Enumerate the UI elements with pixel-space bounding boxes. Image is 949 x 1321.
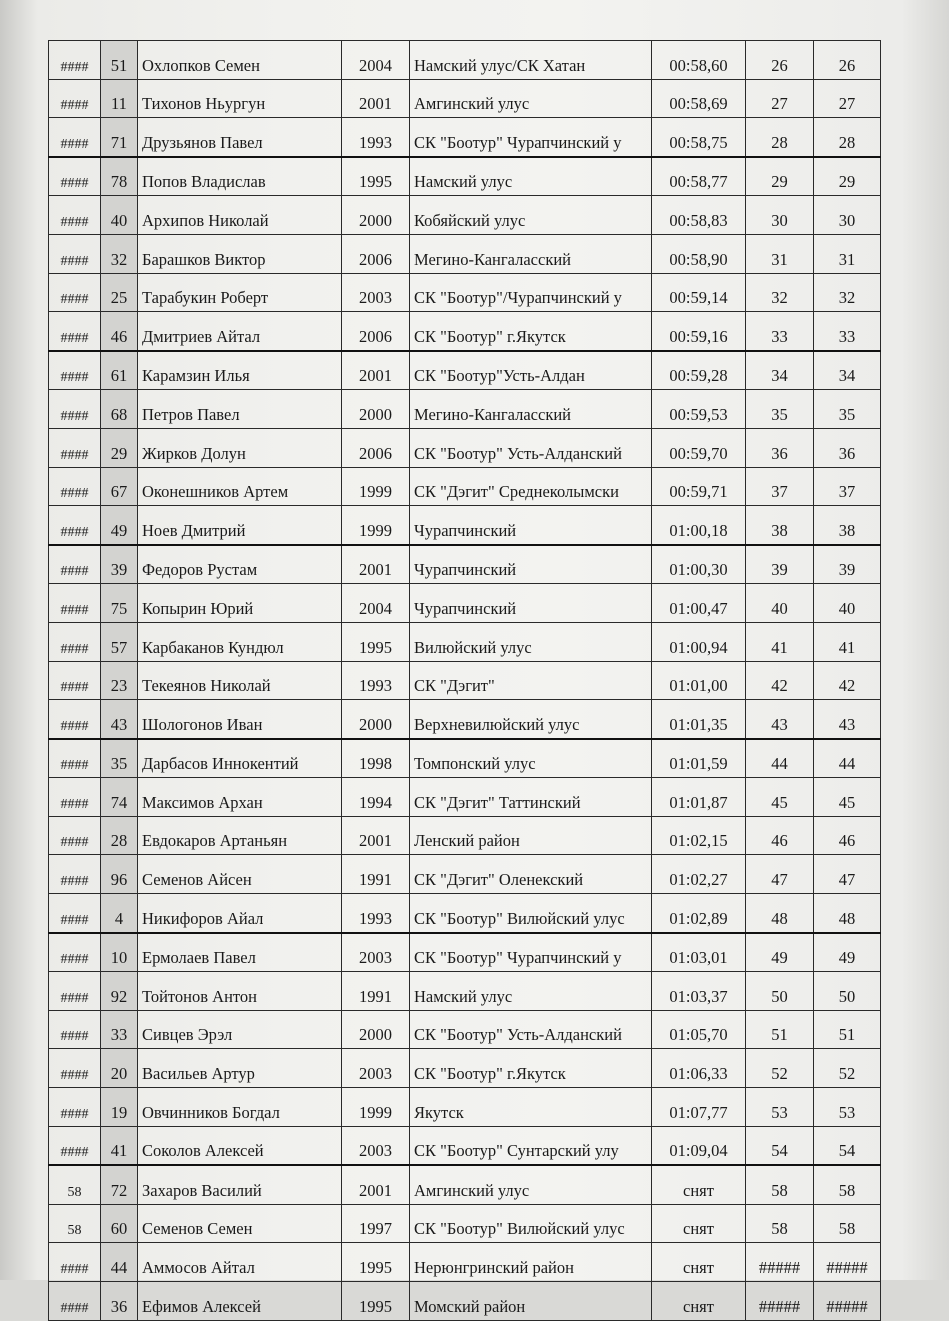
mark-cell: #### (49, 273, 101, 312)
team-region-cell: СК "Боотур"Усть-Алдан (410, 351, 652, 390)
mark-cell: #### (49, 467, 101, 506)
bib-number-cell: 51 (101, 41, 138, 80)
table-row (49, 234, 881, 273)
table-row (49, 390, 881, 429)
team-region-cell: Мегино-Кангаласский (410, 390, 652, 429)
birth-year-cell: 2000 (342, 700, 410, 739)
table-row (49, 506, 881, 545)
place-final-cell: 28 (814, 118, 881, 157)
place-final-cell: 44 (814, 739, 881, 778)
team-region-cell: СК "Боотур" Усть-Алданский (410, 428, 652, 467)
mark-cell: #### (49, 816, 101, 855)
place-cell: 44 (746, 739, 814, 778)
athlete-name-cell: Евдокаров Артаньян (138, 816, 342, 855)
place-cell: 50 (746, 972, 814, 1011)
place-cell: 47 (746, 855, 814, 894)
table-row (49, 972, 881, 1011)
athlete-name-cell: Карамзин Илья (138, 351, 342, 390)
place-final-cell: 41 (814, 622, 881, 661)
bib-number-cell: 11 (101, 79, 138, 118)
result-time-cell: 01:00,47 (652, 584, 746, 623)
athlete-name-cell: Оконешников Артем (138, 467, 342, 506)
birth-year-cell: 2004 (342, 584, 410, 623)
table-row (49, 1204, 881, 1243)
place-cell: 39 (746, 545, 814, 584)
bib-number-cell: 10 (101, 933, 138, 972)
bib-number-cell: 23 (101, 661, 138, 700)
result-time-cell: снят (652, 1243, 746, 1282)
mark-cell: #### (49, 700, 101, 739)
table-row (49, 351, 881, 390)
team-region-cell: СК "Боотур" Вилюйский улус (410, 894, 652, 933)
mark-cell: #### (49, 428, 101, 467)
birth-year-cell: 2000 (342, 1010, 410, 1049)
birth-year-cell: 1999 (342, 467, 410, 506)
athlete-name-cell: Шологонов Иван (138, 700, 342, 739)
bib-number-cell: 33 (101, 1010, 138, 1049)
result-time-cell: 01:02,89 (652, 894, 746, 933)
place-final-cell: 43 (814, 700, 881, 739)
result-time-cell: 01:00,18 (652, 506, 746, 545)
bib-number-cell: 60 (101, 1204, 138, 1243)
bib-number-cell: 72 (101, 1165, 138, 1204)
birth-year-cell: 1998 (342, 739, 410, 778)
place-final-cell: 47 (814, 855, 881, 894)
bib-number-cell: 57 (101, 622, 138, 661)
mark-cell: #### (49, 584, 101, 623)
place-final-cell: 46 (814, 816, 881, 855)
mark-cell: #### (49, 157, 101, 196)
birth-year-cell: 1994 (342, 778, 410, 817)
birth-year-cell: 2001 (342, 351, 410, 390)
athlete-name-cell: Дарбасов Иннокентий (138, 739, 342, 778)
table-row (49, 584, 881, 623)
mark-cell: #### (49, 972, 101, 1011)
place-final-cell: 36 (814, 428, 881, 467)
birth-year-cell: 1995 (342, 1243, 410, 1282)
table-row (49, 933, 881, 972)
athlete-name-cell: Текеянов Николай (138, 661, 342, 700)
bib-number-cell: 28 (101, 816, 138, 855)
place-cell: 53 (746, 1088, 814, 1127)
table-row (49, 1282, 881, 1321)
bib-number-cell: 44 (101, 1243, 138, 1282)
mark-cell: #### (49, 1243, 101, 1282)
table-row (49, 545, 881, 584)
place-cell: 31 (746, 234, 814, 273)
result-time-cell: снят (652, 1282, 746, 1321)
mark-cell: #### (49, 933, 101, 972)
place-cell: 46 (746, 816, 814, 855)
athlete-name-cell: Друзьянов Павел (138, 118, 342, 157)
mark-cell: #### (49, 661, 101, 700)
bib-number-cell: 67 (101, 467, 138, 506)
athlete-name-cell: Тихонов Ньургун (138, 79, 342, 118)
team-region-cell: СК "Боотур" Чурапчинский у (410, 118, 652, 157)
team-region-cell: Ленский район (410, 816, 652, 855)
result-time-cell: 00:58,77 (652, 157, 746, 196)
table-row (49, 312, 881, 351)
place-cell: 52 (746, 1049, 814, 1088)
place-cell: 36 (746, 428, 814, 467)
place-cell: 28 (746, 118, 814, 157)
place-final-cell: 40 (814, 584, 881, 623)
athlete-name-cell: Захаров Василий (138, 1165, 342, 1204)
birth-year-cell: 1997 (342, 1204, 410, 1243)
athlete-name-cell: Копырин Юрий (138, 584, 342, 623)
mark-cell: #### (49, 1088, 101, 1127)
bib-number-cell: 39 (101, 545, 138, 584)
team-region-cell: СК "Боотур" г.Якутск (410, 312, 652, 351)
result-time-cell: 01:07,77 (652, 1088, 746, 1127)
place-cell: ##### (746, 1282, 814, 1321)
team-region-cell: Томпонский улус (410, 739, 652, 778)
team-region-cell: СК "Боотур" Усть-Алданский (410, 1010, 652, 1049)
place-cell: 33 (746, 312, 814, 351)
bib-number-cell: 29 (101, 428, 138, 467)
birth-year-cell: 2001 (342, 1165, 410, 1204)
place-cell: 27 (746, 79, 814, 118)
result-time-cell: 00:58,83 (652, 196, 746, 235)
athlete-name-cell: Максимов Архан (138, 778, 342, 817)
birth-year-cell: 2000 (342, 390, 410, 429)
result-time-cell: 00:59,71 (652, 467, 746, 506)
table-row (49, 41, 881, 80)
place-cell: 34 (746, 351, 814, 390)
table-row (49, 739, 881, 778)
place-final-cell: ##### (814, 1243, 881, 1282)
team-region-cell: Амгинский улус (410, 79, 652, 118)
place-cell: 41 (746, 622, 814, 661)
place-cell: 26 (746, 41, 814, 80)
mark-cell: #### (49, 506, 101, 545)
result-time-cell: 00:59,14 (652, 273, 746, 312)
athlete-name-cell: Васильев Артур (138, 1049, 342, 1088)
mark-cell: #### (49, 118, 101, 157)
athlete-name-cell: Никифоров Айал (138, 894, 342, 933)
athlete-name-cell: Федоров Рустам (138, 545, 342, 584)
result-time-cell: 01:00,30 (652, 545, 746, 584)
bib-number-cell: 40 (101, 196, 138, 235)
place-final-cell: 27 (814, 79, 881, 118)
athlete-name-cell: Жирков Долун (138, 428, 342, 467)
birth-year-cell: 2003 (342, 1126, 410, 1165)
table-row (49, 196, 881, 235)
result-time-cell: 00:58,75 (652, 118, 746, 157)
place-cell: 48 (746, 894, 814, 933)
birth-year-cell: 2004 (342, 41, 410, 80)
bib-number-cell: 41 (101, 1126, 138, 1165)
team-region-cell: СК "Боотур" Вилюйский улус (410, 1204, 652, 1243)
mark-cell: #### (49, 778, 101, 817)
athlete-name-cell: Тарабукин Роберт (138, 273, 342, 312)
table-row (49, 622, 881, 661)
mark-cell: #### (49, 196, 101, 235)
birth-year-cell: 2001 (342, 545, 410, 584)
place-final-cell: 29 (814, 157, 881, 196)
bib-number-cell: 46 (101, 312, 138, 351)
result-time-cell: снят (652, 1165, 746, 1204)
place-final-cell: 52 (814, 1049, 881, 1088)
team-region-cell: Нерюнгринский район (410, 1243, 652, 1282)
team-region-cell: СК "Боотур" Сунтарский улу (410, 1126, 652, 1165)
birth-year-cell: 2003 (342, 273, 410, 312)
table-row (49, 1049, 881, 1088)
place-cell: ##### (746, 1243, 814, 1282)
place-final-cell: 42 (814, 661, 881, 700)
place-final-cell: 32 (814, 273, 881, 312)
athlete-name-cell: Сивцев Эрэл (138, 1010, 342, 1049)
team-region-cell: Чурапчинский (410, 545, 652, 584)
athlete-name-cell: Дмитриев Айтал (138, 312, 342, 351)
place-cell: 49 (746, 933, 814, 972)
bib-number-cell: 71 (101, 118, 138, 157)
place-cell: 42 (746, 661, 814, 700)
table-row (49, 157, 881, 196)
birth-year-cell: 1995 (342, 157, 410, 196)
place-final-cell: 37 (814, 467, 881, 506)
birth-year-cell: 1999 (342, 506, 410, 545)
place-final-cell: ##### (814, 1282, 881, 1321)
athlete-name-cell: Семенов Айсен (138, 855, 342, 894)
team-region-cell: Чурапчинский (410, 506, 652, 545)
birth-year-cell: 2001 (342, 816, 410, 855)
athlete-name-cell: Барашков Виктор (138, 234, 342, 273)
athlete-name-cell: Карбаканов Кундюл (138, 622, 342, 661)
bib-number-cell: 19 (101, 1088, 138, 1127)
bib-number-cell: 96 (101, 855, 138, 894)
athlete-name-cell: Попов Владислав (138, 157, 342, 196)
athlete-name-cell: Петров Павел (138, 390, 342, 429)
bib-number-cell: 68 (101, 390, 138, 429)
result-time-cell: 00:59,16 (652, 312, 746, 351)
team-region-cell: Якутск (410, 1088, 652, 1127)
place-cell: 51 (746, 1010, 814, 1049)
mark-cell: #### (49, 855, 101, 894)
place-final-cell: 39 (814, 545, 881, 584)
birth-year-cell: 2003 (342, 1049, 410, 1088)
athlete-name-cell: Овчинников Богдал (138, 1088, 342, 1127)
table-row (49, 79, 881, 118)
mark-cell: #### (49, 1010, 101, 1049)
bib-number-cell: 61 (101, 351, 138, 390)
result-time-cell: 01:03,01 (652, 933, 746, 972)
place-cell: 43 (746, 700, 814, 739)
place-final-cell: 58 (814, 1165, 881, 1204)
bib-number-cell: 32 (101, 234, 138, 273)
result-time-cell: 01:06,33 (652, 1049, 746, 1088)
place-cell: 54 (746, 1126, 814, 1165)
result-time-cell: 00:59,70 (652, 428, 746, 467)
birth-year-cell: 2001 (342, 79, 410, 118)
result-time-cell: 00:58,90 (652, 234, 746, 273)
bib-number-cell: 35 (101, 739, 138, 778)
result-time-cell: 01:02,27 (652, 855, 746, 894)
result-time-cell: 00:58,60 (652, 41, 746, 80)
place-cell: 38 (746, 506, 814, 545)
athlete-name-cell: Охлопков Семен (138, 41, 342, 80)
team-region-cell: СК "Дэгит" (410, 661, 652, 700)
team-region-cell: Мегино-Кангаласский (410, 234, 652, 273)
athlete-name-cell: Ефимов Алексей (138, 1282, 342, 1321)
birth-year-cell: 1993 (342, 118, 410, 157)
place-final-cell: 33 (814, 312, 881, 351)
table-row (49, 778, 881, 817)
birth-year-cell: 1999 (342, 1088, 410, 1127)
bib-number-cell: 78 (101, 157, 138, 196)
mark-cell: #### (49, 390, 101, 429)
table-row (49, 1126, 881, 1165)
athlete-name-cell: Аммосов Айтал (138, 1243, 342, 1282)
place-final-cell: 34 (814, 351, 881, 390)
table-row (49, 816, 881, 855)
mark-cell: #### (49, 1282, 101, 1321)
place-cell: 37 (746, 467, 814, 506)
bib-number-cell: 25 (101, 273, 138, 312)
team-region-cell: Верхневилюйский улус (410, 700, 652, 739)
place-cell: 30 (746, 196, 814, 235)
place-final-cell: 51 (814, 1010, 881, 1049)
table-row (49, 118, 881, 157)
bib-number-cell: 74 (101, 778, 138, 817)
athlete-name-cell: Архипов Николай (138, 196, 342, 235)
mark-cell: #### (49, 622, 101, 661)
result-time-cell: 01:03,37 (652, 972, 746, 1011)
result-time-cell: 01:01,00 (652, 661, 746, 700)
bib-number-cell: 49 (101, 506, 138, 545)
result-time-cell: 01:01,87 (652, 778, 746, 817)
result-time-cell: 00:59,28 (652, 351, 746, 390)
birth-year-cell: 2006 (342, 312, 410, 351)
place-cell: 58 (746, 1204, 814, 1243)
result-time-cell: 01:09,04 (652, 1126, 746, 1165)
place-cell: 35 (746, 390, 814, 429)
table-row (49, 273, 881, 312)
table-row (49, 661, 881, 700)
mark-cell: #### (49, 1126, 101, 1165)
mark-cell: #### (49, 545, 101, 584)
bib-number-cell: 75 (101, 584, 138, 623)
table-row (49, 1165, 881, 1204)
bib-number-cell: 20 (101, 1049, 138, 1088)
table-row (49, 1088, 881, 1127)
bib-number-cell: 36 (101, 1282, 138, 1321)
place-final-cell: 30 (814, 196, 881, 235)
result-time-cell: 01:00,94 (652, 622, 746, 661)
mark-cell: 58 (49, 1165, 101, 1204)
place-cell: 58 (746, 1165, 814, 1204)
place-final-cell: 26 (814, 41, 881, 80)
birth-year-cell: 2003 (342, 933, 410, 972)
team-region-cell: Кобяйский улус (410, 196, 652, 235)
birth-year-cell: 2006 (342, 234, 410, 273)
bib-number-cell: 43 (101, 700, 138, 739)
result-time-cell: 00:58,69 (652, 79, 746, 118)
table-row (49, 467, 881, 506)
bib-number-cell: 4 (101, 894, 138, 933)
team-region-cell: Амгинский улус (410, 1165, 652, 1204)
mark-cell: #### (49, 739, 101, 778)
result-time-cell: 00:59,53 (652, 390, 746, 429)
team-region-cell: СК "Боотур" г.Якутск (410, 1049, 652, 1088)
team-region-cell: Намский улус/СК Хатан (410, 41, 652, 80)
mark-cell: #### (49, 234, 101, 273)
team-region-cell: СК "Дэгит" Оленекский (410, 855, 652, 894)
birth-year-cell: 2006 (342, 428, 410, 467)
results-table (48, 40, 881, 1321)
result-time-cell: 01:01,59 (652, 739, 746, 778)
table-row (49, 894, 881, 933)
athlete-name-cell: Семенов Семен (138, 1204, 342, 1243)
birth-year-cell: 2000 (342, 196, 410, 235)
team-region-cell: Намский улус (410, 972, 652, 1011)
result-time-cell: 01:02,15 (652, 816, 746, 855)
mark-cell: #### (49, 351, 101, 390)
mark-cell: #### (49, 312, 101, 351)
table-row (49, 700, 881, 739)
birth-year-cell: 1995 (342, 622, 410, 661)
team-region-cell: Чурапчинский (410, 584, 652, 623)
team-region-cell: СК "Дэгит" Среднеколымски (410, 467, 652, 506)
table-row (49, 1010, 881, 1049)
birth-year-cell: 1993 (342, 661, 410, 700)
result-time-cell: снят (652, 1204, 746, 1243)
team-region-cell: СК "Боотур" Чурапчинский у (410, 933, 652, 972)
mark-cell: #### (49, 1049, 101, 1088)
team-region-cell: СК "Дэгит" Таттинский (410, 778, 652, 817)
result-time-cell: 01:05,70 (652, 1010, 746, 1049)
place-final-cell: 31 (814, 234, 881, 273)
place-final-cell: 58 (814, 1204, 881, 1243)
place-final-cell: 54 (814, 1126, 881, 1165)
mark-cell: 58 (49, 1204, 101, 1243)
place-final-cell: 45 (814, 778, 881, 817)
athlete-name-cell: Тойтонов Антон (138, 972, 342, 1011)
team-region-cell: Вилюйский улус (410, 622, 652, 661)
place-final-cell: 49 (814, 933, 881, 972)
place-cell: 45 (746, 778, 814, 817)
mark-cell: #### (49, 79, 101, 118)
place-final-cell: 50 (814, 972, 881, 1011)
table-row (49, 1243, 881, 1282)
team-region-cell: СК "Боотур"/Чурапчинский у (410, 273, 652, 312)
mark-cell: #### (49, 41, 101, 80)
athlete-name-cell: Ноев Дмитрий (138, 506, 342, 545)
table-row (49, 855, 881, 894)
place-cell: 40 (746, 584, 814, 623)
table-row (49, 428, 881, 467)
place-final-cell: 48 (814, 894, 881, 933)
birth-year-cell: 1991 (342, 972, 410, 1011)
place-final-cell: 35 (814, 390, 881, 429)
athlete-name-cell: Ермолаев Павел (138, 933, 342, 972)
bib-number-cell: 92 (101, 972, 138, 1011)
birth-year-cell: 1995 (342, 1282, 410, 1321)
birth-year-cell: 1991 (342, 855, 410, 894)
place-cell: 29 (746, 157, 814, 196)
team-region-cell: Намский улус (410, 157, 652, 196)
place-cell: 32 (746, 273, 814, 312)
athlete-name-cell: Соколов Алексей (138, 1126, 342, 1165)
result-time-cell: 01:01,35 (652, 700, 746, 739)
place-final-cell: 38 (814, 506, 881, 545)
place-final-cell: 53 (814, 1088, 881, 1127)
team-region-cell: Момский район (410, 1282, 652, 1321)
mark-cell: #### (49, 894, 101, 933)
birth-year-cell: 1993 (342, 894, 410, 933)
